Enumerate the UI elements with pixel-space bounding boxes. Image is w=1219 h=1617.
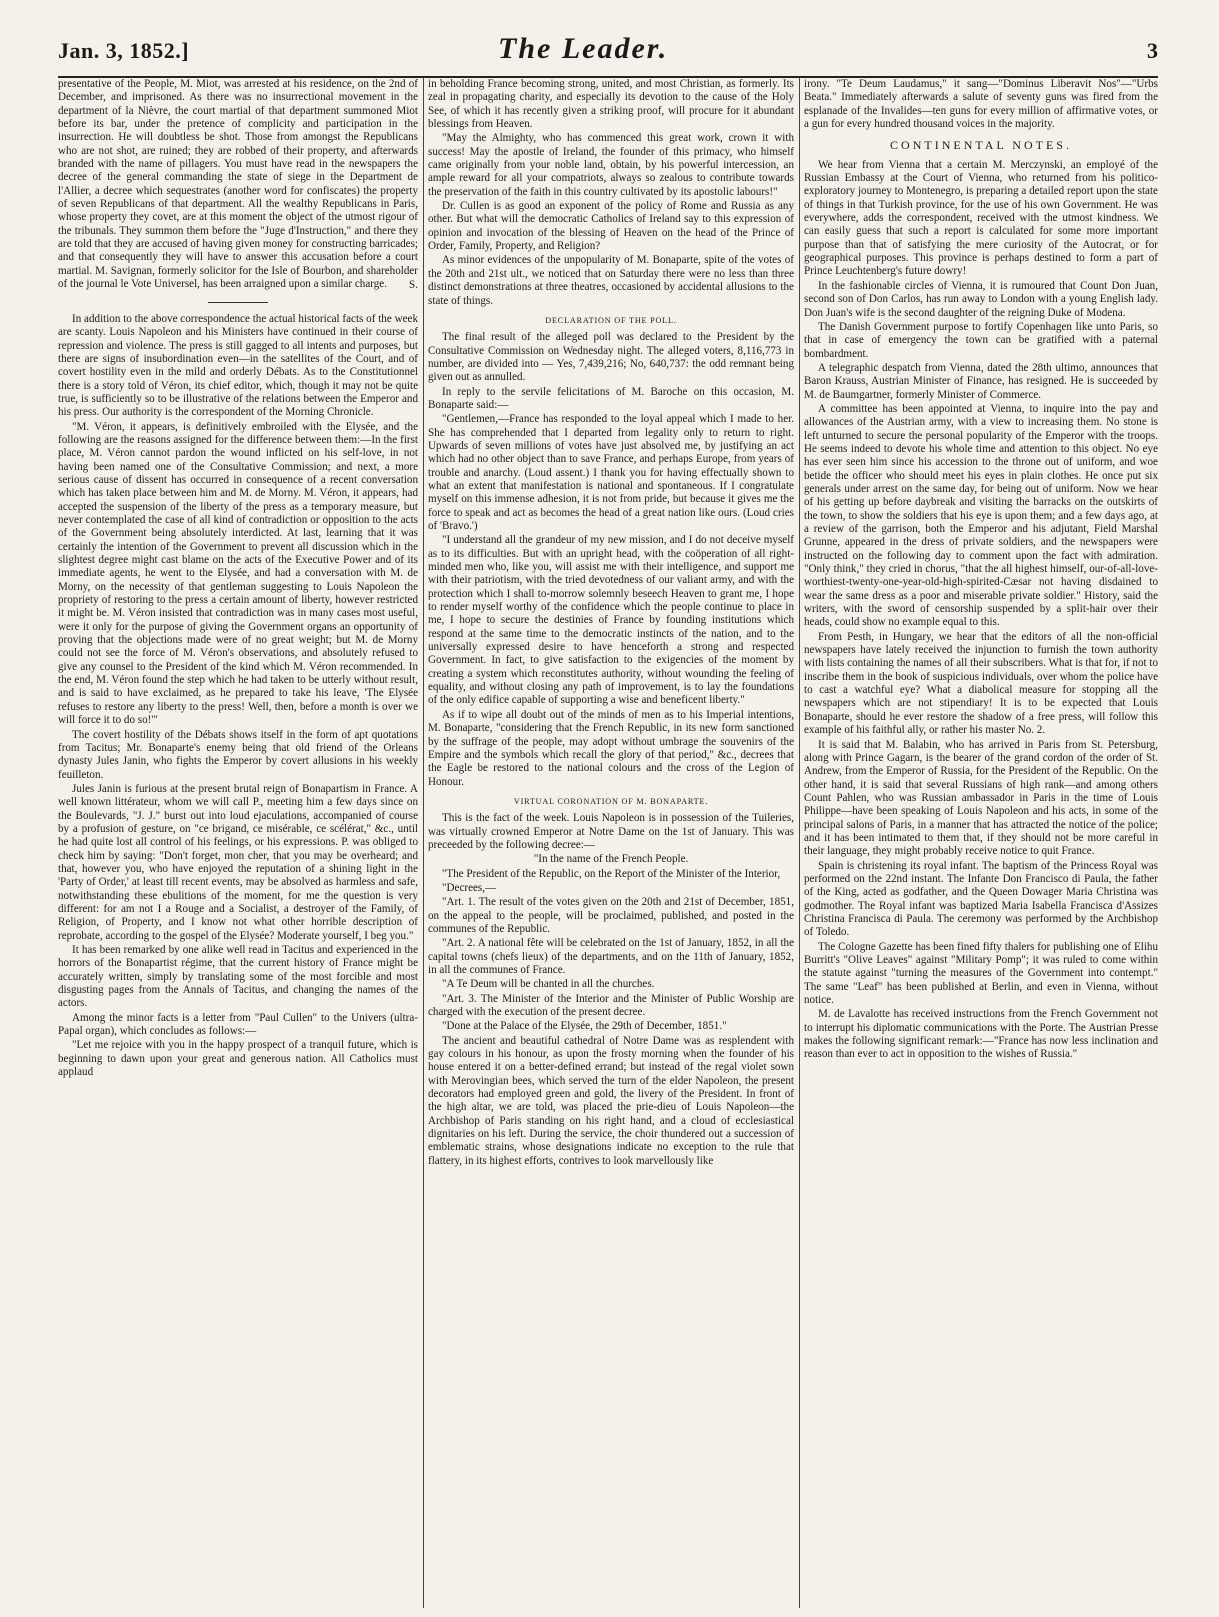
decree-article: "Done at the Palace of the Elysée, the 29th of December, 1851." xyxy=(442,1020,727,1033)
paragraph: "M. Véron, it appears, is definitively embroiled with the Elysée, and the following are the reasons assigned for the difference between them:—In the first place, M. Véron cannot pardon the wound inflicted on his self-love, in not having been named one of the Consultative Commission; and next, a more serious cause of dissent has occurred in consequence of a recent conversation which has taken place between him and M. de Morny. M. Véron, it appears, had accepted the suspension of the liberty of the press as a temporary measure, but never contemplated the case of all kind of contradiction or opposition to the acts of the Government being absolutely interdicted. At last, learning that it was certainly the intention of the Government to prevent all discussion which in the slightest degree might cast blame on the acts of the Executive Power and of its immediate agents, he went to the Elysée, and had a conversation with M. de Morny, on the necessity of that gentleman suggesting to Louis Napoleon the propriety of restoring to the press a certain amount of liberty, however restricted it might be. M. Véron insisted that contradiction was in many cases most useful, were it only for the purpose of giving the Government organs an opportunity of proving that the objections made were of no great weight; but M. de Morny could not see the force of M. Véron's observations, and absolutely refused to give any counsel to the President of the kind which M. Véron recommended. In the end, M. Véron found the step which he had taken to be utterly without result, and is said to have exclaimed, as he prepared to take his leave, 'The Elysée refuses to restore any liberty to the press! Well, then, before a month is over we will force it to do so!'" xyxy=(58,420,418,727)
decree-article: "Art. 2. A national fête will be celebrated on the 1st of January, 1852, in all the capital towns (chefs lieux) of the departments, and on the 11th of January, 1852, in all the communes of France. xyxy=(428,937,794,976)
paragraph: We hear from Vienna that a certain M. Merczynski, an employé of the Russian Embassy at the Court of Vienna, who returned from his politico-exploratory journey to Montenegro, is preparing a detailed report upon the state of things in that Turkish province, for the use of his own Government. He was everywhere, adds the correspondent, received with the utmost kindness. We can easily guess that such a report is calculated for some more important purpose than that of satisfying the mere curiosity of the Autocrat, or for geographical purposes. This province is perhaps destined to form a part of Prince Leuchtenberg's future dowry! xyxy=(804,158,1158,278)
paragraph: This is the fact of the week. Louis Napoleon is in possession of the Tuileries, was virtually crowned Emperor at Notre Dame on the 1st of January. This was preceeded by the following decree:— xyxy=(428,812,794,851)
paragraph: As minor evidences of the unpopularity of M. Bonaparte, spite of the votes of the 20th and 21st ult., we noticed that on Saturday there were no less than three distinct demonstrations at three theatres, occasioned by accidental allusions to the state of things. xyxy=(428,254,794,307)
section-heading-continental-notes: CONTINENTAL NOTES. xyxy=(890,138,1072,153)
column-2 xyxy=(428,78,794,1608)
signature: S. xyxy=(409,278,418,291)
paragraph: in beholding France becoming strong, united, and most Christian, as formerly. Its zeal in propagating charity, and especially its devotion to the cause of the Holy See, of which it has recently given a striking proof, will procure for it abundant blessings from Heaven. xyxy=(428,78,794,131)
paragraph: The Danish Government purpose to fortify Copenhagen like unto Paris, so that in case of emergency the town can be gratified with a paternal bombardment. xyxy=(804,320,1158,360)
paragraph: The Cologne Gazette has been fined fifty thalers for publishing one of Elihu Burritt's "Olive Leaves" against "Military Pomp"; it was ruled to come within the statute against "turning the measures of the Government into contempt." The same "Leaf" has been published at Berlin, and even in Vienna, without notice. xyxy=(804,940,1158,1007)
decree-article: "Art. 1. The result of the votes given on the 20th and 21st of December, 1851, on the appeal to the people, will be proclaimed, published, and posted in the communes of the Republic. xyxy=(428,896,794,935)
paragraph: A telegraphic despatch from Vienna, dated the 28th ultimo, announces that Baron Krauss, Austrian Minister of Finance, has resigned. He is succeeded by M. de Baumgartner, formerly Minister of Commerce. xyxy=(804,361,1158,401)
section-separator xyxy=(208,302,268,303)
decree-line: "Decrees,— xyxy=(442,881,497,894)
column-1 xyxy=(58,78,418,1608)
paragraph: In the fashionable circles of Vienna, it is rumoured that Count Don Juan, second son of Don Carlos, has run away to London with a young English lady. Don Juan's wife is the second daughter of the reigning Duke of Modena. xyxy=(804,279,1158,319)
issue-date: Jan. 3, 1852.] xyxy=(58,38,190,63)
paragraph: "May the Almighty, who has commenced this great work, crown it with success! May the apostle of Ireland, the founder of this primacy, who himself came originally from your noble land, obtain, by his powerful intercession, an ample reward for all your compatriots, always so zealous to contribute towards the preservation of the faith in this country cultivated by its apostolic labours!" xyxy=(428,132,794,198)
paragraph: irony. "Te Deum Laudamus," it sang—"Dominus Liberavit Nos"—"Urbs Beata." Immediately afterwards a salute of seventy guns was fired from the esplanade of the Invalides—ten guns for every million of affirmative votes, or a gun for every hundred thousand voices in the majority. xyxy=(804,78,1158,131)
paragraph: presentative of the People, M. Miot, was arrested at his residence, on the 2nd of December, and imprisoned. As there was no insurrectional movement in the department of la Nièvre, the court martial of that department summoned Miot before its bar, under the pretence of complicity and participation in the insurrection. He will doubtless be shot. Those from amongst the Republicans who are not shot, are ruined; they are robbed of their property, and afterwards branded with the name of pillagers. You must have read in the newspapers the decree of the general commanding the state of siege in the Department de l'Allier, a decree which sequestrates (another word for confiscates) the property of seven Republicans of that department. All the wealthy Republicans in Paris, whose property they covet, are at this moment the object of the utmost rigour of the tribunals. They summon them before the "Juge d'Instruction," and there they are told that they are accused of having given money for constructing barricades; and that consequently they will have to answer this accusation before a court martial. M. Savignan, formerly solicitor for the Isle of Bourbon, and shareholder of the journal le Vote Universel, has been arraigned upon a similar charge. xyxy=(58,78,418,291)
decree-article: "A Te Deum will be chanted in all the churches. xyxy=(442,978,655,991)
decree-article: "Art. 3. The Minister of the Interior and the Minister of Public Worship are charged with the execution of the present decree. xyxy=(428,992,794,1019)
column-rule-1 xyxy=(423,78,424,1608)
paragraph: Spain is christening its royal infant. The baptism of the Princess Royal was performed on the 22nd instant. The Infante Don Francisco di Paula, the father of the King, acted as godfather, and the Queen Dowager Maria Christina was godmother. The Royal infant was baptized Maria Isabella Francisca d'Assizes Christina Francisca di Paula. The ceremony was performed by the Archbishop of Toledo. xyxy=(804,859,1158,939)
paragraph: From Pesth, in Hungary, we hear that the editors of all the non-official newspapers have lately received the injunction to furnish the town authority with lists containing the names of all their subscribers. What is that for, if not to inscribe them in the book of suspicious individuals, over whom the police have to cast a watchful eye? What a diabolical measure for stopping all the newspapers which are not stipendiary! It is to be expected that Louis Bonaparte, should he ever restore the shadow of a free press, will follow this example of his faithful ally, or rather his master No. 2. xyxy=(804,630,1158,737)
paragraph: Dr. Cullen is as good an exponent of the policy of Rome and Russia as any other. But what will the democratic Catholics of Ireland say to this expression of opinion and invocation of the blessing of Heaven on the head of the Prince of Order, Family, Property, and Religion? xyxy=(428,200,794,253)
paragraph: M. de Lavalotte has received instructions from the French Government not to interrupt his diplomatic communications with the Porte. The Austrian Presse makes the following significant remark:—"France has now less inclination and reason than ever to act in opposition to the wishes of Russia." xyxy=(804,1008,1158,1061)
newspaper-title: The Leader. xyxy=(498,32,669,65)
paragraph: Among the minor facts is a letter from "Paul Cullen" to the Univers (ultra-Papal organ), which concludes as follows:— xyxy=(58,1011,418,1038)
paragraph: Jules Janin is furious at the present brutal reign of Bonapartism in France. A well known littérateur, whom we will call P., meeting him a few days since on the Boulevards, "J. J." burst out into loud ejaculations, accompanied of course by a profusion of gesture, on "ce brigand, ce misérable, ce scélérat," &c., until he had quite lost all control of his feelings, or his expressions. P. was obliged to check him by saying: "Don't forget, mon cher, that you may be overheard; and that, however you, who have enjoyed the reputation of a shining light in the 'Party of Order,' at least till recent events, may be absolved as harmless and safe, notwithstanding these ebulitions of the moment, for me the question is very different: for am not I a Rouge and a Socialist, a destroyer of the Family, of Religion, of Property, and I know not what other horrible description of reprobate, according to the gospel of the Elysée? Moderate yourself, I beg you." xyxy=(58,782,418,942)
column-3 xyxy=(804,78,1158,1608)
paragraph: "Gentlemen,—France has responded to the loyal appeal which I made to her. She has comprehended that I departed from legality only to return to right. Upwards of seven millions of votes have just absolved me, by justifying an act which had no other object than to save France, and perhaps Europe, from years of trouble and anarchy. (Loud assent.) I thank you for having effectually shown to what an extent that manifestation is national and spontaneous. If I congratulate myself on this immense adhesion, it is not from pride, but because it gives me the force to speak and act as becomes the head of a great nation like ours. (Loud cries of 'Bravo.') xyxy=(428,413,794,532)
paragraph: The ancient and beautiful cathedral of Notre Dame was as resplendent with gay colours in his honour, as upon the frosty morning when the founder of his house entered it on a better-defined errand; but instead of the regal violet sown with Merovingian bees, which served the turn of the elder Napoleon, the present decorators had employed green and gold, the livery of the President. In front of the high altar, we are told, was placed the prie-dieu of Louis Napoleon—the Archbishop of Paris standing on his right hand, and a cloud of ecclesiastical dignitaries on his left. During the service, the choir thundered out a succession of emblematic strains, whose designations indicate no exception to the rule that flattery, in its highest efforts, contrives to look marvellously like xyxy=(428,1034,794,1167)
paragraph: In reply to the servile felicitations of M. Baroche on this occasion, M. Bonaparte said:— xyxy=(428,385,794,411)
paragraph: The covert hostility of the Débats shows itself in the form of apt quotations from Tacitus; Mr. Bonaparte's enemy being that old friend of the Orleans dynasty Jules Janin, who fights the Emperor by covert allusions in his weekly feuilleton. xyxy=(58,728,418,781)
section-heading-coronation: VIRTUAL CORONATION OF M. BONAPARTE. xyxy=(513,796,709,806)
paragraph: "I understand all the grandeur of my new mission, and I do not deceive myself as to its difficulties. But with an upright head, with the coöperation of all right-minded men who, like you, will assist me with their intelligence, and support me with their patriotism, with the tried devotedness of our valiant army, and with the protection which I shall to-morrow solemnly beseech Heaven to grant me, I hope to render myself worthy of the confidence which the people continue to place in me, I hope to secure the destinies of France by founding institutions which respond at the same time to the democratic instincts of the nation, and to the universally expressed desire to have henceforth a strong and respected Government. In fact, to give satisfaction to the exigencies of the moment by creating a system which reconstitutes authority, without wounding the feeling of equality, and without closing any path of improvement, is to lay the foundations of the only edifice capable of supporting a wise and beneficent liberty." xyxy=(428,534,794,707)
column-rule-2 xyxy=(799,78,800,1608)
decree-line: "In the name of the French People. xyxy=(533,853,689,866)
page-number: 3 xyxy=(1147,38,1158,63)
paragraph: It is said that M. Balabin, who has arrived in Paris from St. Petersburg, along with Prince Gagarn, is the bearer of the grand cordon of the order of St. Andrew, from the Emperor of Russia, for the President of the Republic. On the other hand, it is said that several Russians of high rank—and among others Count Pahlen, who was Russian ambassador in Paris in the time of Louis Philippe—have been speaking of Louis Napoleon and his acts, in some of the principal salons of Paris, in a manner that has attracted the notice of the police; and it has been intimated to them that, if they should not be more careful in their language, they might probably receive notice to quit France. xyxy=(804,738,1158,858)
section-heading-poll: DECLARATION OF THE POLL. xyxy=(545,315,677,325)
paragraph: A committee has been appointed at Vienna, to inquire into the pay and allowances of the Austrian army, with a view to increasing them. No stone is left unturned to secure the personal popularity of the Emperor with the troops. He seems indeed to devote his whole time and attention to this object. No eye has ever seen him since his accession to the throne out of uniform, and woe betide the officer who should meet his eyes in plain clothes. He once put six generals under arrest on the same day, for being out of uniform. Now we hear of his getting up before daybreak and visiting the barracks on the outskirts of the town, to show the soldiers that his eye is upon them; and a few days ago, at a review of the garrison, both the Emperor and his adjutant, Field Marshal Grunne, appeared in the dress of private soldiers, and the newspapers were instructed on the following day to comment upon the fact with admiration. "Only think," they cried in chorus, "that the all highest himself, our-of-all-love-worthiest-twenty-one-year-old-high-spirited-Cæsar not having disdained to wear the same dress as a poor and miserable private soldier." History, said the writers, with the sword of censorship suspended by a split-hair over their heads, could show no example equal to this. xyxy=(804,402,1158,629)
decree-line: "The President of the Republic, on the Report of the Minister of the Interior, xyxy=(441,867,781,880)
paragraph: It has been remarked by one alike well read in Tacitus and experienced in the horrors of the Bonapartist régime, that the current history of France might be accurately written, simply by translating some of the most forcible and most disgusting pages from the Annals of Tacitus, and changing the names of the actors. xyxy=(58,944,418,1010)
paragraph: As if to wipe all doubt out of the minds of men as to his Imperial intentions, M. Bonaparte, "considering that the French Republic, in its new form sanctioned by the suffrage of the people, may adopt without umbrage the souvenirs of the Empire and the symbols which recall the glory of that period," &c., decrees that the Eagle be restored to the national colours and the cross of the Legion of Honour. xyxy=(428,708,794,788)
paragraph: The final result of the alleged poll was declared to the President by the Consultative Commission on Wednesday night. The alleged voters, 8,116,773 in number, are divided into — Yes, 7,439,216; No, 640,737: the odd remnant being given out as annulled. xyxy=(428,331,794,384)
paragraph: In addition to the above correspondence the actual historical facts of the week are scanty. Louis Napoleon and his Ministers have continued in their course of repression and violence. The press is still gagged to all intents and purposes, but there are signs of insubordination even—in the satellites of the Court, and of covert hostility even in the mild and orderly Débats. As to the Constitutionnel there is a story told of Véron, its chief editor, which, though it may not be quite true, is sufficiently so to be illustrative of the relations between the Emperor and his press. Our authority is the correspondent of the Morning Chronicle. xyxy=(58,312,418,419)
paragraph: "Let me rejoice with you in the happy prospect of a tranquil future, which is beginning to dawn upon your great and generous nation. All Catholics must applaud xyxy=(58,1039,418,1079)
masthead xyxy=(58,30,1158,76)
